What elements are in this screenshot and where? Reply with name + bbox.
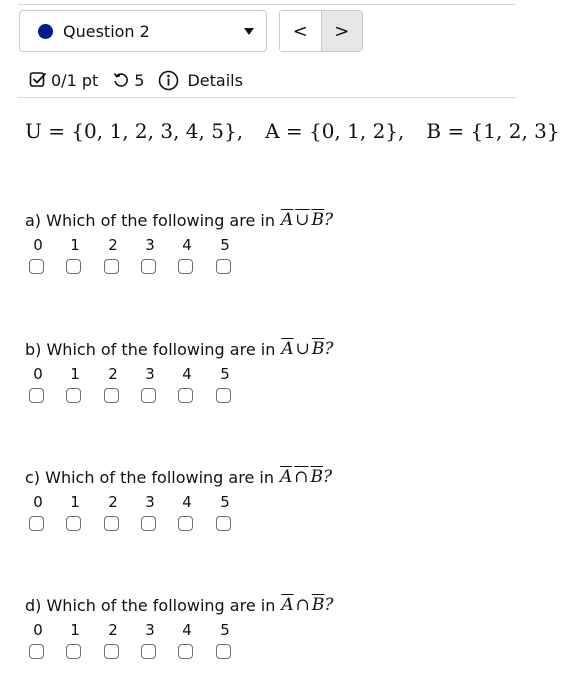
option-label-2: 2: [108, 493, 118, 511]
question-nav: [279, 10, 363, 52]
option-label-4: 4: [182, 493, 192, 511]
option-checkbox-4[interactable]: [178, 388, 193, 403]
option-checkbox-2[interactable]: [104, 644, 119, 659]
set-expression: $\overline{A}$ ∩ $\overline{B}$?: [281, 595, 334, 615]
set-expression: A ∩ B?: [279, 467, 333, 487]
option-label-1: 1: [70, 236, 80, 254]
option-label-1: 1: [70, 493, 80, 511]
option-label-2: 2: [108, 621, 118, 639]
question-prompt: [25, 337, 333, 361]
option-checkbox-2[interactable]: [104, 259, 119, 274]
checkbox-score-icon: [29, 71, 47, 89]
option-labels: [25, 493, 332, 515]
details-link[interactable]: Details: [187, 70, 243, 90]
set-b: B = {1, 2, 3}: [426, 119, 560, 143]
option-checkbox-0[interactable]: [29, 644, 44, 659]
option-checkbox-2[interactable]: [104, 516, 119, 531]
question-part-d: [25, 593, 333, 666]
option-labels: [25, 236, 333, 258]
option-label-4: 4: [182, 621, 192, 639]
option-checkbox-4[interactable]: [178, 644, 193, 659]
option-checkbox-5[interactable]: [216, 516, 231, 531]
question-prompt: [25, 208, 333, 232]
option-label-4: 4: [182, 365, 192, 383]
option-label-1: 1: [70, 365, 80, 383]
option-checkbox-0[interactable]: [29, 516, 44, 531]
option-label-3: 3: [145, 365, 155, 383]
question-part-a: [25, 208, 333, 281]
option-label-2: 2: [108, 365, 118, 383]
option-checkboxes: [25, 259, 333, 281]
option-checkboxes: [25, 644, 333, 666]
option-label-0: 0: [33, 236, 43, 254]
option-checkbox-4[interactable]: [178, 516, 193, 531]
option-label-3: 3: [145, 621, 155, 639]
question-select-label: Question 2: [63, 21, 150, 41]
question-select[interactable]: [19, 10, 267, 52]
question-meta: [29, 68, 243, 92]
option-checkbox-1[interactable]: [66, 259, 81, 274]
previous-question-button[interactable]: <: [280, 11, 321, 51]
option-checkbox-3[interactable]: [141, 644, 156, 659]
option-checkbox-1[interactable]: [66, 644, 81, 659]
option-checkbox-1[interactable]: [66, 516, 81, 531]
option-checkbox-0[interactable]: [29, 388, 44, 403]
set-definitions: [25, 114, 582, 148]
prompt-text: b) Which of the following are in: [25, 339, 276, 359]
option-label-5: 5: [220, 493, 230, 511]
option-labels: [25, 365, 333, 387]
option-label-0: 0: [33, 493, 43, 511]
caret-down-icon: [244, 28, 254, 35]
option-checkbox-5[interactable]: [216, 259, 231, 274]
next-question-button[interactable]: >: [321, 11, 363, 51]
status-dot-icon: [38, 24, 53, 39]
question-part-b: [25, 337, 333, 410]
question-part-c: [25, 465, 332, 538]
info-icon[interactable]: [158, 70, 179, 91]
question-prompt: [25, 593, 333, 617]
score-text: 0/1 pt: [51, 70, 99, 90]
meta-divider: [18, 97, 516, 98]
option-checkbox-0[interactable]: [29, 259, 44, 274]
prompt-text: c) Which of the following are in: [25, 467, 274, 487]
option-label-0: 0: [33, 621, 43, 639]
option-checkbox-5[interactable]: [216, 388, 231, 403]
option-checkbox-5[interactable]: [216, 644, 231, 659]
option-label-0: 0: [33, 365, 43, 383]
option-label-4: 4: [182, 236, 192, 254]
option-checkboxes: [25, 388, 333, 410]
set-a: A = {0, 1, 2},: [265, 119, 405, 143]
option-label-3: 3: [145, 236, 155, 254]
set-expression: A ∪ B?: [280, 210, 334, 230]
set-expression: $\overline{A}$ ∪ $\overline{B}$?: [281, 339, 334, 359]
option-checkbox-4[interactable]: [178, 259, 193, 274]
option-label-3: 3: [145, 493, 155, 511]
option-label-5: 5: [220, 365, 230, 383]
option-label-2: 2: [108, 236, 118, 254]
attempts-count: 5: [134, 70, 145, 90]
option-checkbox-3[interactable]: [141, 259, 156, 274]
option-checkbox-3[interactable]: [141, 388, 156, 403]
option-checkboxes: [25, 516, 332, 538]
option-checkbox-3[interactable]: [141, 516, 156, 531]
option-checkbox-2[interactable]: [104, 388, 119, 403]
retry-icon: [112, 71, 130, 89]
option-label-1: 1: [70, 621, 80, 639]
option-label-5: 5: [220, 236, 230, 254]
option-label-5: 5: [220, 621, 230, 639]
option-labels: [25, 621, 333, 643]
question-prompt: [25, 465, 332, 489]
top-divider: [18, 4, 516, 5]
prompt-text: d) Which of the following are in: [25, 595, 276, 615]
option-checkbox-1[interactable]: [66, 388, 81, 403]
prompt-text: a) Which of the following are in: [25, 210, 275, 230]
set-u: U = {0, 1, 2, 3, 4, 5},: [25, 119, 244, 143]
